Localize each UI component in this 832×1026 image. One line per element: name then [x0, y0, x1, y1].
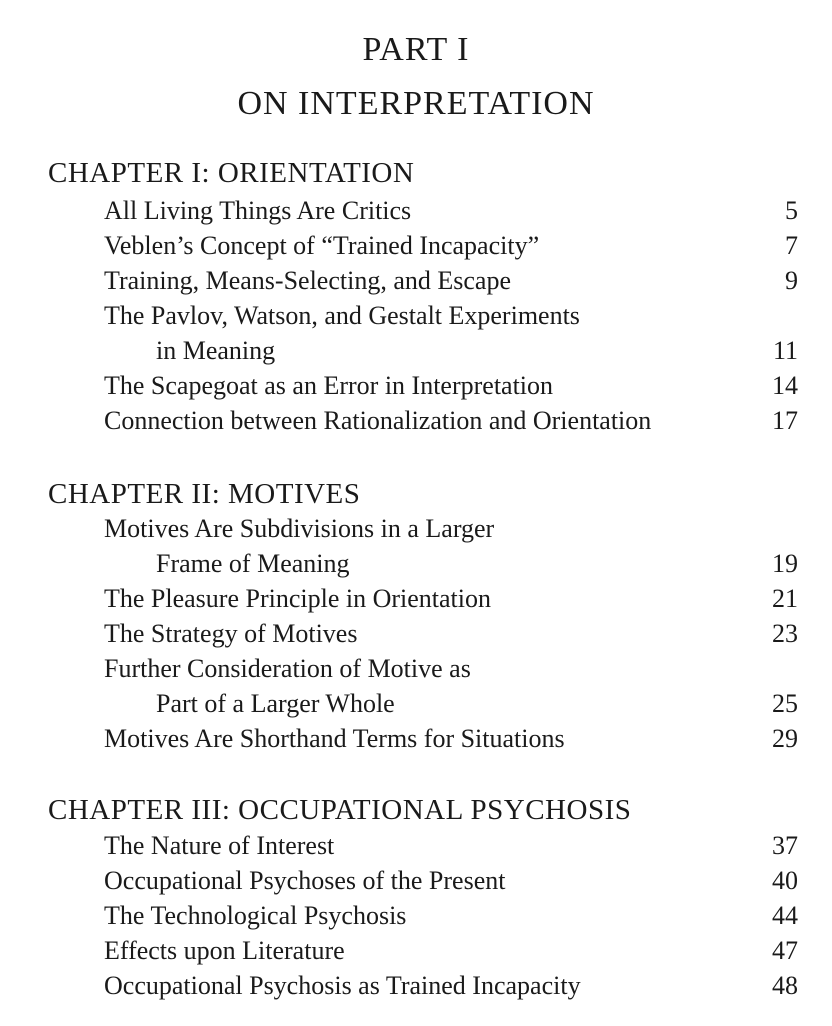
entry-title-continued: Part of a Larger Whole	[156, 689, 395, 718]
entry-title: The Pleasure Principle in Orientation	[104, 584, 492, 613]
page-number: 17	[772, 406, 798, 435]
entry-title: The Nature of Interest	[104, 831, 335, 860]
page-number: 5	[785, 196, 798, 225]
toc-entry	[104, 864, 798, 898]
entry-title: Further Consideration of Motive as	[104, 654, 471, 683]
page-number: 11	[772, 336, 798, 365]
entry-title: The Strategy of Motives	[104, 619, 358, 648]
page-number: 19	[772, 549, 798, 578]
toc-entry-continuation	[104, 334, 798, 368]
chapter-heading: CHAPTER I: ORIENTATION	[48, 157, 415, 189]
entry-title: Effects upon Literature	[104, 936, 345, 965]
toc-entry	[104, 899, 798, 933]
entry-title: Motives Are Shorthand Terms for Situations	[104, 724, 565, 753]
part-title: PART I	[362, 31, 470, 68]
page-number: 25	[772, 689, 798, 718]
toc-entry	[104, 194, 798, 228]
entry-title: Occupational Psychosis as Trained Incapacity	[104, 971, 581, 1000]
chapter-heading: CHAPTER II: MOTIVES	[48, 478, 361, 510]
entry-title: The Technological Psychosis	[104, 901, 407, 930]
toc-entry	[104, 299, 798, 333]
page-number: 7	[785, 231, 798, 260]
toc-entry	[104, 264, 798, 298]
toc-entry	[104, 652, 798, 686]
toc-entry	[104, 969, 798, 1003]
page-number: 47	[772, 936, 798, 965]
toc-entry	[104, 582, 798, 616]
page-number: 40	[772, 866, 798, 895]
toc-entry	[104, 369, 798, 403]
entry-title: The Pavlov, Watson, and Gestalt Experiments	[104, 301, 580, 330]
toc-entry	[104, 512, 798, 546]
toc-entry	[104, 404, 798, 438]
page-number: 14	[772, 371, 798, 400]
page-number: 9	[785, 266, 798, 295]
part-subtitle: ON INTERPRETATION	[237, 85, 595, 122]
toc-entry	[104, 617, 798, 651]
entry-title: The Scapegoat as an Error in Interpretation	[104, 371, 554, 400]
page-number: 21	[772, 584, 798, 613]
entry-title-continued: in Meaning	[156, 336, 276, 365]
entry-title: Training, Means-Selecting, and Escape	[104, 266, 511, 295]
entry-title: All Living Things Are Critics	[104, 196, 412, 225]
toc-entry	[104, 229, 798, 263]
page-number: 37	[772, 831, 798, 860]
toc-entry	[104, 722, 798, 756]
toc-entry-continuation	[104, 687, 798, 721]
entry-title: Motives Are Subdivisions in a Larger	[104, 514, 495, 543]
entry-title-continued: Frame of Meaning	[156, 549, 350, 578]
page-number: 23	[772, 619, 798, 648]
entry-title: Connection between Rationalization and Orientation	[104, 406, 652, 435]
entry-title: Occupational Psychoses of the Present	[104, 866, 506, 895]
page-number: 44	[772, 901, 798, 930]
toc-entry-continuation	[104, 547, 798, 581]
toc-entry	[104, 934, 798, 968]
page-number: 48	[772, 971, 798, 1000]
toc-entry	[104, 829, 798, 863]
page-number: 29	[772, 724, 798, 753]
chapter-heading: CHAPTER III: OCCUPATIONAL PSYCHOSIS	[48, 794, 632, 826]
entry-title: Veblen’s Concept of “Trained Incapacity”	[104, 231, 540, 260]
